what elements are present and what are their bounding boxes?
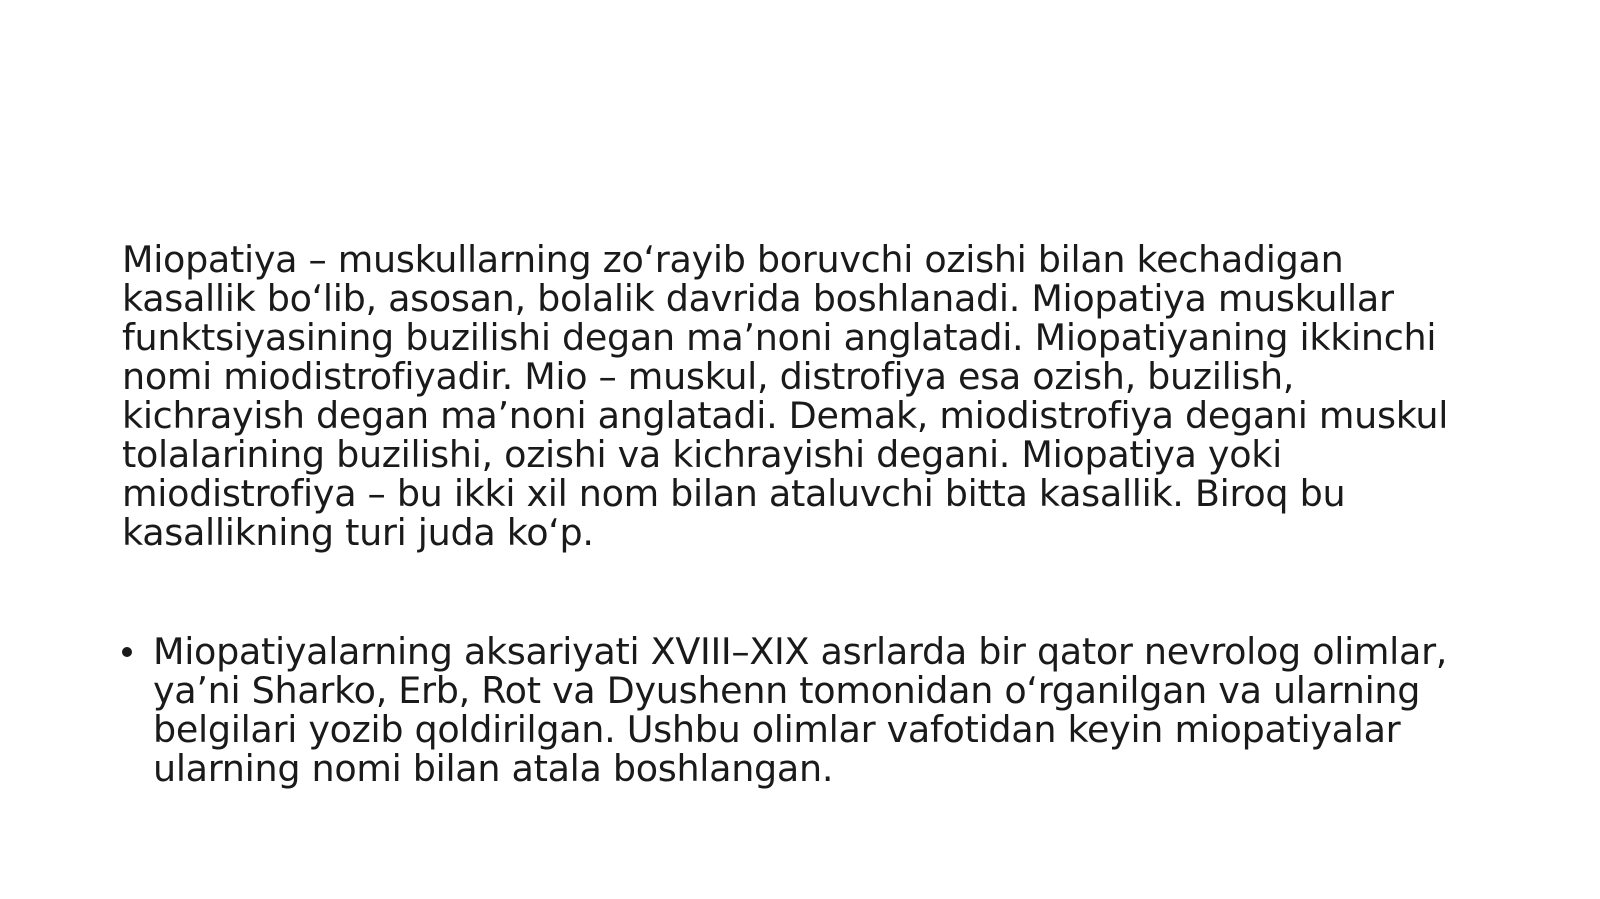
bullet-text: Miopatiyalarning aksariyati XVIII–XIX asrlarda bir qator nevrolog olimlar, ya’ni Sharko, Erb, Rot va Dyushenn tomonidan oʻrganilgan va ularning belgilari yozib qoldirilgan. Ushbu olimlar vafotidan keyin miopatiyalar ularning nomi bilan atala boshlangan. [153, 630, 1448, 790]
bullet-dot-icon [122, 647, 132, 657]
intro-paragraph: Miopatiya – muskullarning zoʻrayib boruvchi ozishi bilan kechadigan kasallik boʻlib, asosan, bolalik davrida boshlanadi. Miopatiya muskullar funktsiyasining buzilishi degan ma’noni anglatadi. Miopatiyaning ikkinchi nomi miodistrofiyadir. Mio – muskul, distrofiya esa ozish, buzilish, kichrayish degan ma’noni anglatadi. Demak, miodistrofiya degani muskul tolalarining buzilishi, ozishi va kichrayishi degani. Miopatiya yoki miodistrofiya – bu ikki xil nom bilan ataluvchi bitta kasallik. Biroq bu kasallikning turi juda koʻp. [122, 238, 1449, 554]
bullet-item [122, 632, 1462, 788]
bullet-list [122, 632, 1462, 788]
